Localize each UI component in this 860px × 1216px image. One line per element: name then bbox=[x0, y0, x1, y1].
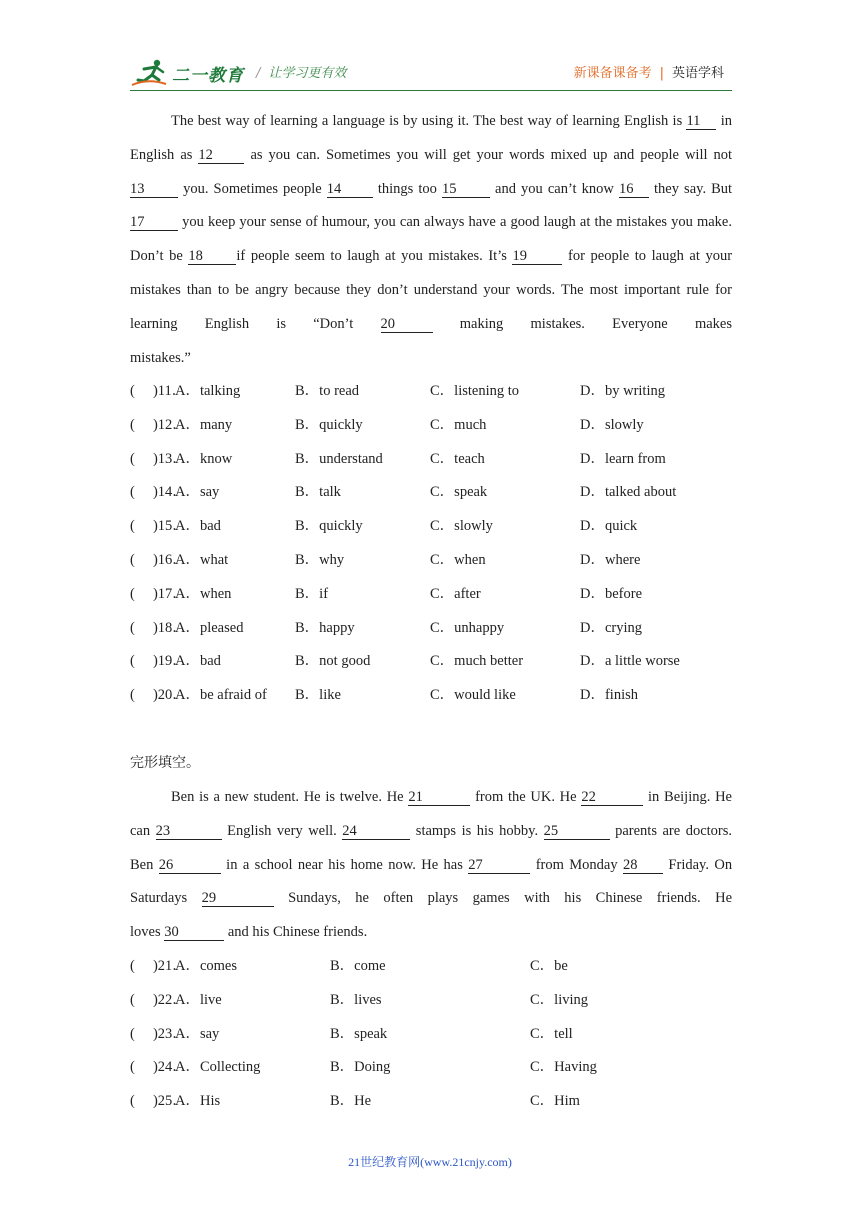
question-number: ( )13． bbox=[130, 450, 187, 467]
blank-18: 18 bbox=[188, 248, 236, 265]
option-c: C．much better bbox=[430, 653, 524, 670]
option-c: C．listening to bbox=[430, 383, 520, 399]
blank-29: 29 bbox=[202, 890, 274, 907]
question-number: ( )23． bbox=[130, 1025, 187, 1042]
option-b: B．quickly bbox=[295, 416, 363, 433]
blank-14: 14 bbox=[327, 181, 373, 198]
runner-logo-icon bbox=[130, 58, 170, 88]
option-d: D．a little worse bbox=[580, 653, 680, 670]
question-number: ( )22． bbox=[130, 991, 187, 1008]
question-number: ( )20． bbox=[130, 687, 187, 704]
passage-text: if people seem to laugh at you mistakes. It’s bbox=[236, 248, 507, 265]
option-a: A．pleased bbox=[175, 619, 244, 636]
passage-text: mistakes.” bbox=[130, 349, 191, 366]
passage-text: people to laugh at your mistakes than to be angry because they don’t understand your words. The bbox=[130, 248, 733, 298]
option-b: B．why bbox=[295, 551, 345, 568]
option-a: A．talking bbox=[175, 383, 241, 399]
option-c: C．would like bbox=[430, 687, 516, 704]
question-list-1 bbox=[130, 375, 750, 713]
option-b: B．understand bbox=[295, 450, 383, 467]
option-b: B．lives bbox=[330, 991, 382, 1008]
option-b: B．not good bbox=[295, 653, 371, 670]
option-c: C．be bbox=[530, 958, 568, 974]
question-number: ( )18． bbox=[130, 619, 187, 636]
question-row bbox=[130, 1051, 750, 1085]
question-row bbox=[130, 950, 750, 984]
option-b: B．come bbox=[330, 958, 386, 974]
option-d: D．where bbox=[580, 551, 641, 568]
question-number: ( )12． bbox=[130, 416, 187, 433]
passage-text: Sundays, he often plays games with his Chinese friends. He bbox=[288, 890, 733, 907]
passage-text: He can bbox=[130, 789, 732, 839]
blank-27: 27 bbox=[468, 857, 530, 874]
logo bbox=[130, 58, 244, 88]
option-a: A．many bbox=[175, 416, 233, 433]
page-header bbox=[130, 56, 732, 91]
passage-text: from the UK. He bbox=[475, 789, 577, 805]
passage-text: they say. But bbox=[654, 180, 733, 197]
blank-30: 30 bbox=[164, 924, 224, 941]
passage-text: The best way of learning a language is by using it. The best way of learning English is bbox=[171, 113, 683, 129]
blank-23: 23 bbox=[156, 823, 222, 840]
question-row bbox=[130, 612, 750, 646]
option-a: A．say bbox=[175, 484, 220, 501]
option-c: C．tell bbox=[530, 1025, 573, 1042]
question-row bbox=[130, 409, 750, 443]
option-a: A．live bbox=[175, 991, 222, 1008]
option-d: D．finish bbox=[580, 687, 638, 704]
blank-17: 17 bbox=[130, 214, 178, 231]
passage-text: loves bbox=[130, 924, 161, 941]
question-number: ( )15． bbox=[130, 518, 187, 535]
blank-12: 12 bbox=[198, 147, 244, 164]
question-row bbox=[130, 1018, 750, 1052]
passage-text: in a school near his home now. He has bbox=[226, 856, 463, 873]
question-row bbox=[130, 645, 750, 679]
slogan: / 让学习更有效 bbox=[256, 66, 347, 81]
passage-text: you keep your sense of humour, you can always have a good laugh at the bbox=[182, 214, 613, 231]
passage-text: in English as bbox=[130, 113, 732, 163]
question-number: ( )11． bbox=[130, 383, 187, 399]
option-b: B．He bbox=[330, 1093, 372, 1110]
option-a: A．bad bbox=[175, 518, 221, 535]
option-c: C．living bbox=[530, 991, 589, 1008]
question-number: ( )24． bbox=[130, 1059, 187, 1076]
option-d: D．quick bbox=[580, 518, 638, 535]
option-b: B．to read bbox=[295, 383, 360, 399]
blank-22: 22 bbox=[581, 789, 643, 806]
option-b: B．Doing bbox=[330, 1059, 391, 1076]
question-number: ( )17． bbox=[130, 585, 187, 602]
question-row bbox=[130, 476, 750, 510]
header-subject: 英语学科 bbox=[671, 66, 724, 81]
blank-25: 25 bbox=[544, 823, 610, 840]
option-c: C．teach bbox=[430, 450, 485, 467]
option-a: A．know bbox=[175, 450, 233, 467]
option-a: A．be afraid of bbox=[175, 687, 267, 704]
option-c: C．after bbox=[430, 585, 481, 602]
logo-text: 二一教育 bbox=[172, 65, 244, 86]
passage-text: mistakes you make. Don’t be bbox=[130, 214, 732, 265]
passage-text: for bbox=[568, 248, 585, 265]
option-a: A．when bbox=[175, 585, 232, 602]
blank-16: 16 bbox=[619, 181, 649, 198]
passage-1 bbox=[130, 105, 732, 375]
passage-text: things too bbox=[377, 180, 437, 197]
question-row bbox=[130, 679, 750, 713]
blank-15: 15 bbox=[442, 181, 490, 198]
passage-text: Friday. On Saturdays bbox=[130, 856, 733, 907]
blank-13: 13 bbox=[130, 181, 178, 198]
passage-text: as you can. Sometimes you will get your words mixed up and people bbox=[250, 146, 679, 163]
question-number: ( )16． bbox=[130, 551, 187, 568]
question-number: ( )25． bbox=[130, 1093, 187, 1110]
blank-20: 20 bbox=[381, 316, 433, 333]
passage-text: Ben is a new student. He is twelve. He bbox=[171, 789, 404, 805]
option-a: A．comes bbox=[175, 958, 238, 974]
option-a: A．bad bbox=[175, 653, 221, 670]
slogan-text: 让学习更有效 bbox=[268, 66, 347, 81]
option-a: A．Collecting bbox=[175, 1059, 261, 1076]
option-d: D．slowly bbox=[580, 416, 644, 433]
blank-28: 28 bbox=[623, 857, 663, 874]
option-d: D．crying bbox=[580, 619, 643, 636]
option-b: B．happy bbox=[295, 619, 355, 636]
passage-text: English very well. bbox=[227, 822, 337, 839]
header-separator: | bbox=[659, 66, 664, 81]
option-d: D．before bbox=[580, 585, 643, 602]
option-d: D．by writing bbox=[580, 383, 665, 399]
option-a: A．what bbox=[175, 551, 229, 568]
passage-text: stamps is his hobby. bbox=[415, 822, 539, 839]
option-d: D．talked about bbox=[580, 484, 677, 501]
passage-text: will not bbox=[684, 146, 733, 163]
question-list-2 bbox=[130, 950, 750, 1119]
passage-text: parents are bbox=[615, 822, 681, 839]
blank-24: 24 bbox=[342, 823, 410, 840]
blank-26: 26 bbox=[159, 857, 221, 874]
option-c: C．slowly bbox=[430, 518, 493, 535]
blank-11: 11 bbox=[686, 113, 716, 130]
passage-text: from Monday bbox=[535, 856, 618, 873]
option-c: C．much bbox=[430, 416, 487, 433]
blank-21: 21 bbox=[408, 789, 470, 806]
passage-text: you. Sometimes people bbox=[183, 180, 322, 197]
question-number: ( )21． bbox=[130, 958, 187, 974]
option-c: C．Having bbox=[530, 1059, 597, 1076]
passage-text: making mistakes. Everyone makes bbox=[459, 315, 733, 332]
option-c: C．Him bbox=[530, 1093, 580, 1110]
question-number: ( )14． bbox=[130, 484, 187, 501]
question-row bbox=[130, 984, 750, 1018]
option-c: C．speak bbox=[430, 484, 488, 501]
option-b: B．speak bbox=[330, 1025, 388, 1042]
passage-text: most important rule for learning English is “Don’t bbox=[130, 281, 733, 332]
section-heading: 完形填空。 bbox=[130, 755, 200, 771]
blank-19: 19 bbox=[512, 248, 562, 265]
passage-text: in Beijing. bbox=[648, 789, 711, 805]
option-d: D．learn from bbox=[580, 450, 666, 467]
passage-text: and his Chinese friends. bbox=[227, 924, 368, 941]
header-label: 新课备课备考 bbox=[573, 66, 652, 81]
question-row bbox=[130, 578, 750, 612]
option-a: A．say bbox=[175, 1025, 220, 1042]
option-c: C．when bbox=[430, 551, 486, 568]
question-row bbox=[130, 1085, 750, 1119]
page-footer: 21世纪教育网(www.21cnjy.com) bbox=[348, 1155, 512, 1169]
question-number: ( )19． bbox=[130, 653, 187, 670]
passage-2 bbox=[130, 781, 732, 950]
option-b: B．like bbox=[295, 687, 341, 704]
question-row bbox=[130, 510, 750, 544]
option-a: A．His bbox=[175, 1093, 221, 1110]
question-row bbox=[130, 375, 750, 409]
option-b: B．talk bbox=[295, 484, 341, 501]
header-right bbox=[574, 62, 724, 81]
question-row bbox=[130, 443, 750, 477]
passage-text: and you can’t know bbox=[495, 180, 614, 197]
option-b: B．if bbox=[295, 585, 329, 602]
option-b: B．quickly bbox=[295, 518, 363, 535]
option-c: C．unhappy bbox=[430, 619, 505, 636]
question-row bbox=[130, 544, 750, 578]
passage-text: doctors. Ben bbox=[130, 822, 732, 873]
